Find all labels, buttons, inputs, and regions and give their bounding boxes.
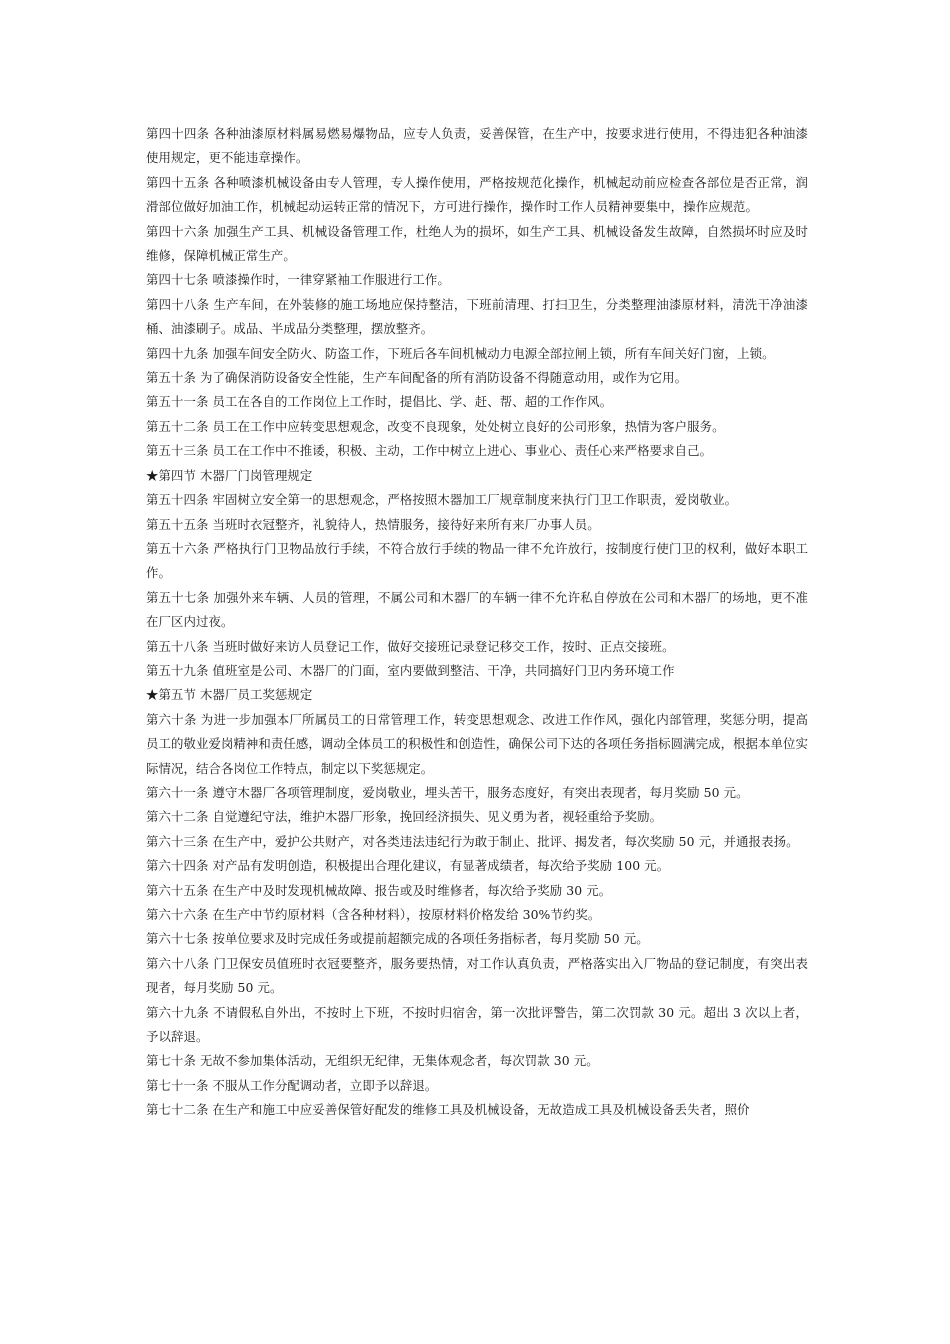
article-58: 第五十八条 当班时做好来访人员登记工作，做好交接班记录登记移交工作，按时、正点交接班。 [146, 638, 675, 654]
article-59: 第五十九条 值班室是公司、木器厂的门面，室内要做到整洁、干净，共同搞好门卫内务环境工作 [146, 662, 675, 678]
article-65: 第六十五条 在生产中及时发现机械故障、报告或及时维修者，每次给予奖励 30 元。 [146, 882, 612, 898]
article-45: 第四十五条 各种喷漆机械设备由专人管理，专人操作使用，严格按规范化操作，机械起动前应检查各部位是否正常，润滑部位做好加油工作，机械起动运转正常的情况下，方可进行操作，操作时工作人员精神要集中，操作应规范。 [146, 174, 808, 215]
article-69: 第六十九条 不请假私自外出，不按时上下班，不按时归宿舍，第一次批评警告，第二次罚款 30 元。超出 3 次以上者，予以辞退。 [146, 1004, 808, 1045]
article-63: 第六十三条 在生产中，爱护公共财产，对各类违法违纪行为敢于制止、批评、揭发者，每次奖励 50 元，并通报表扬。 [146, 833, 799, 849]
article-49: 第四十九条 加强车间安全防火、防盗工作，下班后各车间机械动力电源全部拉闸上锁，所有车间关好门窗，上锁。 [146, 345, 775, 361]
article-55: 第五十五条 当班时衣冠整齐，礼貌待人，热情服务，接待好来所有来厂办事人员。 [146, 516, 600, 532]
article-46: 第四十六条 加强生产工具、机械设备管理工作，杜绝人为的损坏，如生产工具、机械设备发生故障，自然损坏时应及时维修，保障机械正常生产。 [146, 223, 808, 264]
article-44: 第四十四条 各种油漆原材料属易燃易爆物品，应专人负责，妥善保管，在生产中，按要求进行使用，不得违犯各种油漆使用规定，更不能违章操作。 [146, 126, 808, 166]
article-66: 第六十六条 在生产中节约原材料（含各种材料），按原材料价格发给 30%节约奖。 [146, 907, 601, 922]
article-62: 第六十二条 自觉遵纪守法，维护木器厂形象，挽回经济损失、见义勇为者，视轻重给予奖励。 [146, 809, 663, 825]
article-61: 第六十一条 遵守木器厂各项管理制度，爱岗敬业，埋头苦干，服务态度好，有突出表现者，每月奖励 50 元。 [146, 784, 749, 800]
article-47: 第四十七条 喷漆操作时，一律穿紧袖工作服进行工作。 [146, 272, 450, 288]
article-60: 第六十条 为进一步加强本厂所属员工的日常管理工作，转变思想观念、改进工作作风，强化内部管理，奖惩分明，提高员工的敬业爱岗精神和责任感，调动全体员工的积极性和创造性，确保公司下达的各项任务指标圆满完成，根据本单位实际情况，结合各岗位工作特点，制定以下奖惩规定。 [146, 711, 809, 776]
document-body [146, 122, 808, 1123]
section-5-heading: ★第五节 木器厂员工奖惩规定 [146, 687, 313, 703]
section-4-heading: ★第四节 木器厂门岗管理规定 [146, 467, 313, 483]
article-56: 第五十六条 严格执行门卫物品放行手续，不符合放行手续的物品一律不允许放行，按制度行使门卫的权利，做好本职工作。 [146, 540, 808, 581]
article-67: 第六十七条 按单位要求及时完成任务或提前超额完成的各项任务指标者，每月奖励 50 元。 [146, 931, 649, 947]
article-48: 第四十八条 生产车间，在外装修的施工场地应保持整洁，下班前清理、打扫卫生，分类整理油漆原材料，清洗干净油漆桶、油漆刷子。成品、半成品分类整理，摆放整齐。 [146, 296, 808, 337]
article-70: 第七十条 无故不参加集体活动，无组织无纪律，无集体观念者，每次罚款 30 元。 [146, 1053, 599, 1069]
article-64: 第六十四条 对产品有发明创造，积极提出合理化建议，有显著成绩者，每次给予奖励 100 元。 [146, 858, 670, 874]
article-71: 第七十一条 不服从工作分配调动者，立即予以辞退。 [146, 1077, 438, 1093]
article-54: 第五十四条 牢固树立安全第一的思想观念，严格按照木器加工厂规章制度来执行门卫工作职责，爱岗敬业。 [146, 492, 738, 508]
article-53: 第五十三条 员工在工作中不推诿，积极、主动，工作中树立上进心、事业心、责任心来严格要求自己。 [146, 443, 713, 459]
article-72: 第七十二条 在生产和施工中应妥善保管好配发的维修工具及机械设备，无故造成工具及机械设备丢失者，照价 [146, 1102, 750, 1118]
article-51: 第五十一条 员工在各自的工作岗位上工作时，提倡比、学、赶、帮、超的工作作风。 [146, 394, 613, 410]
article-57: 第五十七条 加强外来车辆、人员的管理，不属公司和木器厂的车辆一律不允许私自停放在公司和木器厂的场地，更不准在厂区内过夜。 [146, 589, 808, 630]
article-52: 第五十二条 员工在工作中应转变思想观念，改变不良现象，处处树立良好的公司形象，热情为客户服务。 [146, 418, 725, 434]
article-68: 第六十八条 门卫保安员值班时衣冠要整齐，服务要热情，对工作认真负责，严格落实出入厂物品的登记制度，有突出表现者，每月奖励 50 元。 [146, 955, 808, 996]
article-50: 第五十条 为了确保消防设备安全性能，生产车间配备的所有消防设备不得随意动用，或作为它用。 [146, 370, 688, 386]
